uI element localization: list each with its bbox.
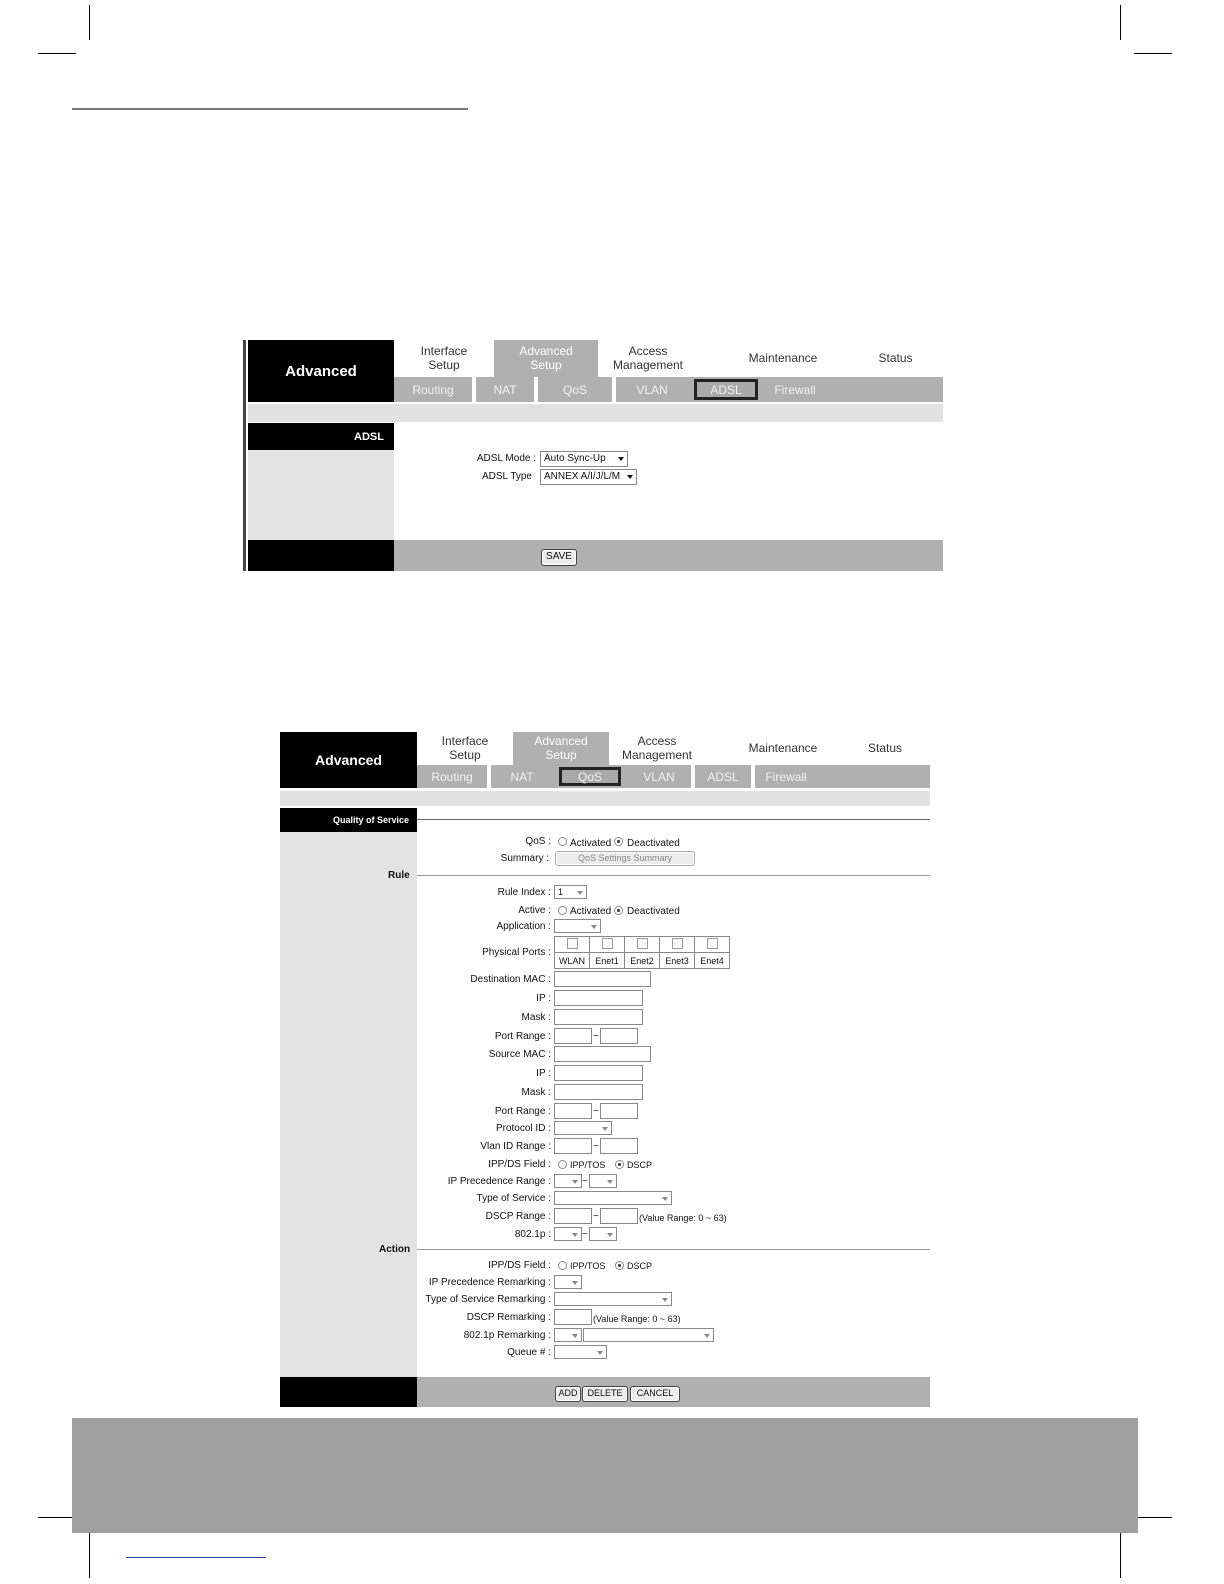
chevron-down-icon — [662, 1197, 668, 1201]
ippds-field-label: IPP/DS Field : — [488, 1159, 551, 1170]
action-dscp-radio[interactable] — [615, 1261, 624, 1270]
chevron-down-icon — [602, 1127, 608, 1131]
dot1p-label: 802.1p : — [514, 1229, 551, 1240]
rule-index-label: Rule Index : — [497, 887, 551, 898]
adsl-mode-label: ADSL Mode : — [476, 453, 536, 464]
crop-mark — [1134, 1517, 1172, 1518]
save-button[interactable]: SAVE — [541, 549, 577, 566]
main-nav — [394, 340, 943, 377]
dest-ip-input[interactable] — [554, 990, 643, 1006]
dscp-remarking-input[interactable] — [554, 1309, 592, 1325]
footer-link-underline — [126, 1557, 266, 1558]
subtab-adsl[interactable]: ADSL — [694, 379, 758, 400]
range-tilde: ~ — [593, 1031, 599, 1042]
dest-ip-label: IP : — [536, 993, 551, 1004]
summary-label: Summary : — [500, 853, 549, 864]
active-deactivated-radio[interactable] — [614, 906, 623, 915]
vlan-id-end-input[interactable] — [600, 1138, 638, 1154]
footer-black — [280, 1377, 417, 1407]
port-cell — [695, 937, 730, 953]
subtab-qos[interactable]: QoS — [559, 767, 621, 786]
header-rule — [72, 108, 468, 110]
range-tilde: ~ — [593, 1211, 599, 1222]
queue-label: Queue # : — [507, 1347, 551, 1358]
crop-mark — [1120, 5, 1121, 40]
action-ipptos-radio[interactable] — [558, 1261, 567, 1270]
sub-nav — [417, 765, 930, 788]
tab-status[interactable]: Status — [878, 350, 913, 365]
crop-mark — [1120, 1533, 1121, 1578]
ip-precedence-remarking-label: IP Precedence Remarking : — [428, 1277, 551, 1288]
destination-mac-label: Destination MAC : — [470, 974, 551, 985]
action-ipptos-label: IPP/TOS — [570, 1261, 606, 1271]
crop-mark — [89, 5, 90, 40]
brand-label: Advanced — [280, 732, 417, 788]
physical-ports-label: Physical Ports : — [482, 947, 551, 958]
sidebar — [248, 450, 394, 540]
ipptos-label: IPP/TOS — [570, 1160, 606, 1170]
subtab-vlan[interactable]: VLAN — [627, 765, 695, 788]
chevron-down-icon — [627, 475, 633, 479]
ip-precedence-range-label: IP Precedence Range : — [447, 1176, 551, 1187]
source-port-range-label: Port Range : — [494, 1106, 551, 1117]
crop-mark — [38, 53, 76, 54]
dscp-label: DSCP — [627, 1160, 653, 1170]
dest-mask-label: Mask : — [521, 1012, 551, 1023]
dscp-range-start-input[interactable] — [554, 1208, 592, 1224]
qos-deactivated-radio[interactable] — [614, 837, 623, 846]
subtab-nat[interactable]: NAT — [476, 377, 538, 402]
range-tilde: ~ — [593, 1106, 599, 1117]
queue-select[interactable] — [554, 1345, 607, 1359]
physical-ports-table — [554, 936, 730, 969]
section-title: ADSL — [248, 423, 394, 450]
protocol-id-label: Protocol ID : — [495, 1123, 551, 1134]
chevron-down-icon — [577, 891, 583, 895]
footer-bar — [394, 540, 943, 571]
brand-label: Advanced — [248, 340, 394, 402]
source-port-end-input[interactable] — [600, 1103, 638, 1119]
subtab-routing[interactable]: Routing — [394, 377, 476, 402]
adsl-type-value: ANNEX A/I/J/L/M — [544, 471, 621, 482]
port-enet1-label: Enet1 — [590, 953, 625, 969]
port-cell — [625, 937, 660, 953]
tab-access-management[interactable]: Access Management — [612, 343, 684, 372]
tab-interface-setup[interactable]: Interface Setup — [441, 733, 489, 762]
application-label: Application : — [496, 921, 551, 932]
rule-title: Rule — [388, 870, 410, 881]
chevron-down-icon — [597, 1351, 603, 1355]
vlan-id-start-input[interactable] — [554, 1138, 592, 1154]
info-bar — [280, 791, 930, 806]
sub-nav — [394, 377, 943, 402]
application-select[interactable] — [554, 919, 601, 933]
source-mask-input[interactable] — [554, 1084, 643, 1100]
qos-label: QoS : — [525, 836, 551, 847]
protocol-id-select[interactable] — [554, 1121, 612, 1135]
qos-screen — [280, 732, 930, 1407]
dest-mask-input[interactable] — [554, 1009, 643, 1025]
rule-index-value: 1 — [558, 887, 564, 897]
chevron-down-icon — [662, 1298, 668, 1302]
rule-divider — [417, 875, 930, 876]
qos-activated-label: Activated — [570, 838, 612, 849]
active-deactivated-label: Deactivated — [627, 906, 680, 917]
source-mac-input[interactable] — [554, 1046, 651, 1062]
dscp-range-end-input[interactable] — [600, 1208, 638, 1224]
dest-port-start-input[interactable] — [554, 1028, 592, 1044]
active-activated-radio[interactable] — [558, 906, 567, 915]
source-mac-label: Source MAC : — [488, 1049, 551, 1060]
chevron-down-icon — [591, 925, 597, 929]
sidebar — [280, 832, 417, 1377]
crop-mark — [1134, 53, 1172, 54]
ip-precedence-start-select[interactable] — [554, 1174, 582, 1188]
dot1p-end-select[interactable] — [589, 1227, 617, 1241]
crop-mark — [38, 1517, 76, 1518]
source-ip-input[interactable] — [554, 1065, 643, 1081]
rule-index-select[interactable] — [554, 885, 587, 899]
active-label: Active : — [518, 905, 551, 916]
subtab-routing[interactable]: Routing — [417, 765, 491, 788]
dscp-radio[interactable] — [615, 1160, 624, 1169]
adsl-screen — [243, 340, 943, 571]
tab-status[interactable]: Status — [867, 740, 903, 755]
page-footer-band — [72, 1418, 1138, 1533]
cancel-button[interactable]: CANCEL — [630, 1386, 680, 1402]
type-of-service-select[interactable] — [554, 1191, 672, 1205]
tab-advanced-setup[interactable]: Advanced Setup — [513, 732, 609, 765]
subtab-firewall[interactable]: Firewall — [774, 382, 816, 397]
port-enet2-label: Enet2 — [625, 953, 660, 969]
source-port-start-input[interactable] — [554, 1103, 592, 1119]
port-cell — [660, 937, 695, 953]
ipptos-radio[interactable] — [558, 1160, 567, 1169]
port-enet3-label: Enet3 — [660, 953, 695, 969]
vlan-id-range-label: Vlan ID Range : — [480, 1141, 551, 1152]
tos-remarking-label: Type of Service Remarking : — [425, 1294, 551, 1305]
subtab-vlan[interactable]: VLAN — [636, 382, 668, 397]
adsl-mode-select[interactable] — [540, 451, 628, 467]
range-tilde: ~ — [582, 1229, 588, 1240]
port-enet1-checkbox[interactable] — [602, 938, 613, 949]
chevron-down-icon — [572, 1334, 578, 1338]
add-button[interactable]: ADD — [555, 1386, 581, 1402]
tab-interface-setup[interactable]: Interface Setup — [420, 343, 468, 372]
chevron-down-icon — [618, 457, 624, 461]
chevron-down-icon — [607, 1233, 613, 1237]
subtab-adsl[interactable]: ADSL — [695, 765, 755, 788]
chevron-down-icon — [572, 1233, 578, 1237]
chevron-down-icon — [607, 1180, 613, 1184]
action-title: Action — [379, 1244, 411, 1255]
info-bar — [248, 404, 943, 422]
dest-port-range-label: Port Range : — [494, 1031, 551, 1042]
port-cell — [555, 937, 590, 953]
qos-activated-radio[interactable] — [558, 837, 567, 846]
chevron-down-icon — [704, 1334, 710, 1338]
port-enet2-checkbox[interactable] — [637, 938, 648, 949]
qos-settings-summary-button[interactable]: QoS Settings Summary — [555, 851, 695, 866]
ip-precedence-remarking-select[interactable] — [554, 1275, 582, 1289]
dot1p-remarking-detail-select[interactable] — [583, 1328, 714, 1342]
subtab-firewall[interactable]: Firewall — [765, 769, 807, 784]
source-mask-label: Mask : — [521, 1087, 551, 1098]
footer-black — [248, 540, 394, 571]
section-divider — [417, 819, 930, 820]
tab-access-management[interactable]: Access Management — [621, 733, 693, 762]
tab-maintenance[interactable]: Maintenance — [748, 350, 818, 365]
tab-maintenance[interactable]: Maintenance — [748, 740, 818, 755]
adsl-type-label: ADSL Type — [481, 471, 532, 482]
tos-remarking-select[interactable] — [554, 1292, 672, 1306]
main-nav — [417, 732, 930, 765]
range-tilde: ~ — [582, 1176, 588, 1187]
source-ip-label: IP : — [536, 1068, 551, 1079]
dscp-remarking-label: DSCP Remarking : — [466, 1312, 551, 1323]
dest-port-end-input[interactable] — [600, 1028, 638, 1044]
range-tilde: ~ — [593, 1141, 599, 1152]
dscp-value-range-hint: (Value Range: 0 ~ 63) — [639, 1213, 727, 1223]
ip-precedence-end-select[interactable] — [589, 1174, 617, 1188]
port-enet3-checkbox[interactable] — [672, 938, 683, 949]
port-wlan-label: WLAN — [555, 953, 590, 969]
subtab-nat[interactable]: NAT — [510, 769, 534, 784]
adsl-mode-value: Auto Sync-Up — [544, 453, 606, 464]
dscp-range-label: DSCP Range : — [485, 1211, 551, 1222]
qos-deactivated-label: Deactivated — [627, 838, 680, 849]
delete-button[interactable]: DELETE — [582, 1386, 628, 1402]
subtab-qos[interactable]: QoS — [538, 377, 616, 402]
chevron-down-icon — [572, 1180, 578, 1184]
section-title: Quality of Service — [280, 808, 417, 832]
dot1p-remarking-label: 802.1p Remarking : — [463, 1330, 551, 1341]
tab-advanced-setup[interactable]: Advanced Setup — [494, 340, 598, 377]
active-activated-label: Activated — [570, 906, 612, 917]
port-cell — [590, 937, 625, 953]
adsl-type-select[interactable] — [540, 469, 637, 485]
action-ippds-field-label: IPP/DS Field : — [488, 1260, 551, 1271]
chevron-down-icon — [572, 1281, 578, 1285]
destination-mac-input[interactable] — [554, 971, 651, 987]
dot1p-remarking-select[interactable] — [554, 1328, 582, 1342]
port-enet4-label: Enet4 — [695, 953, 730, 969]
port-wlan-checkbox[interactable] — [567, 938, 578, 949]
port-enet4-checkbox[interactable] — [707, 938, 718, 949]
action-divider — [417, 1249, 930, 1250]
type-of-service-label: Type of Service : — [476, 1193, 551, 1204]
dscp-remarking-hint: (Value Range: 0 ~ 63) — [593, 1314, 681, 1324]
screen-left-border — [243, 340, 246, 571]
dot1p-start-select[interactable] — [554, 1227, 582, 1241]
crop-mark — [89, 1533, 90, 1578]
action-dscp-label: DSCP — [627, 1261, 653, 1271]
